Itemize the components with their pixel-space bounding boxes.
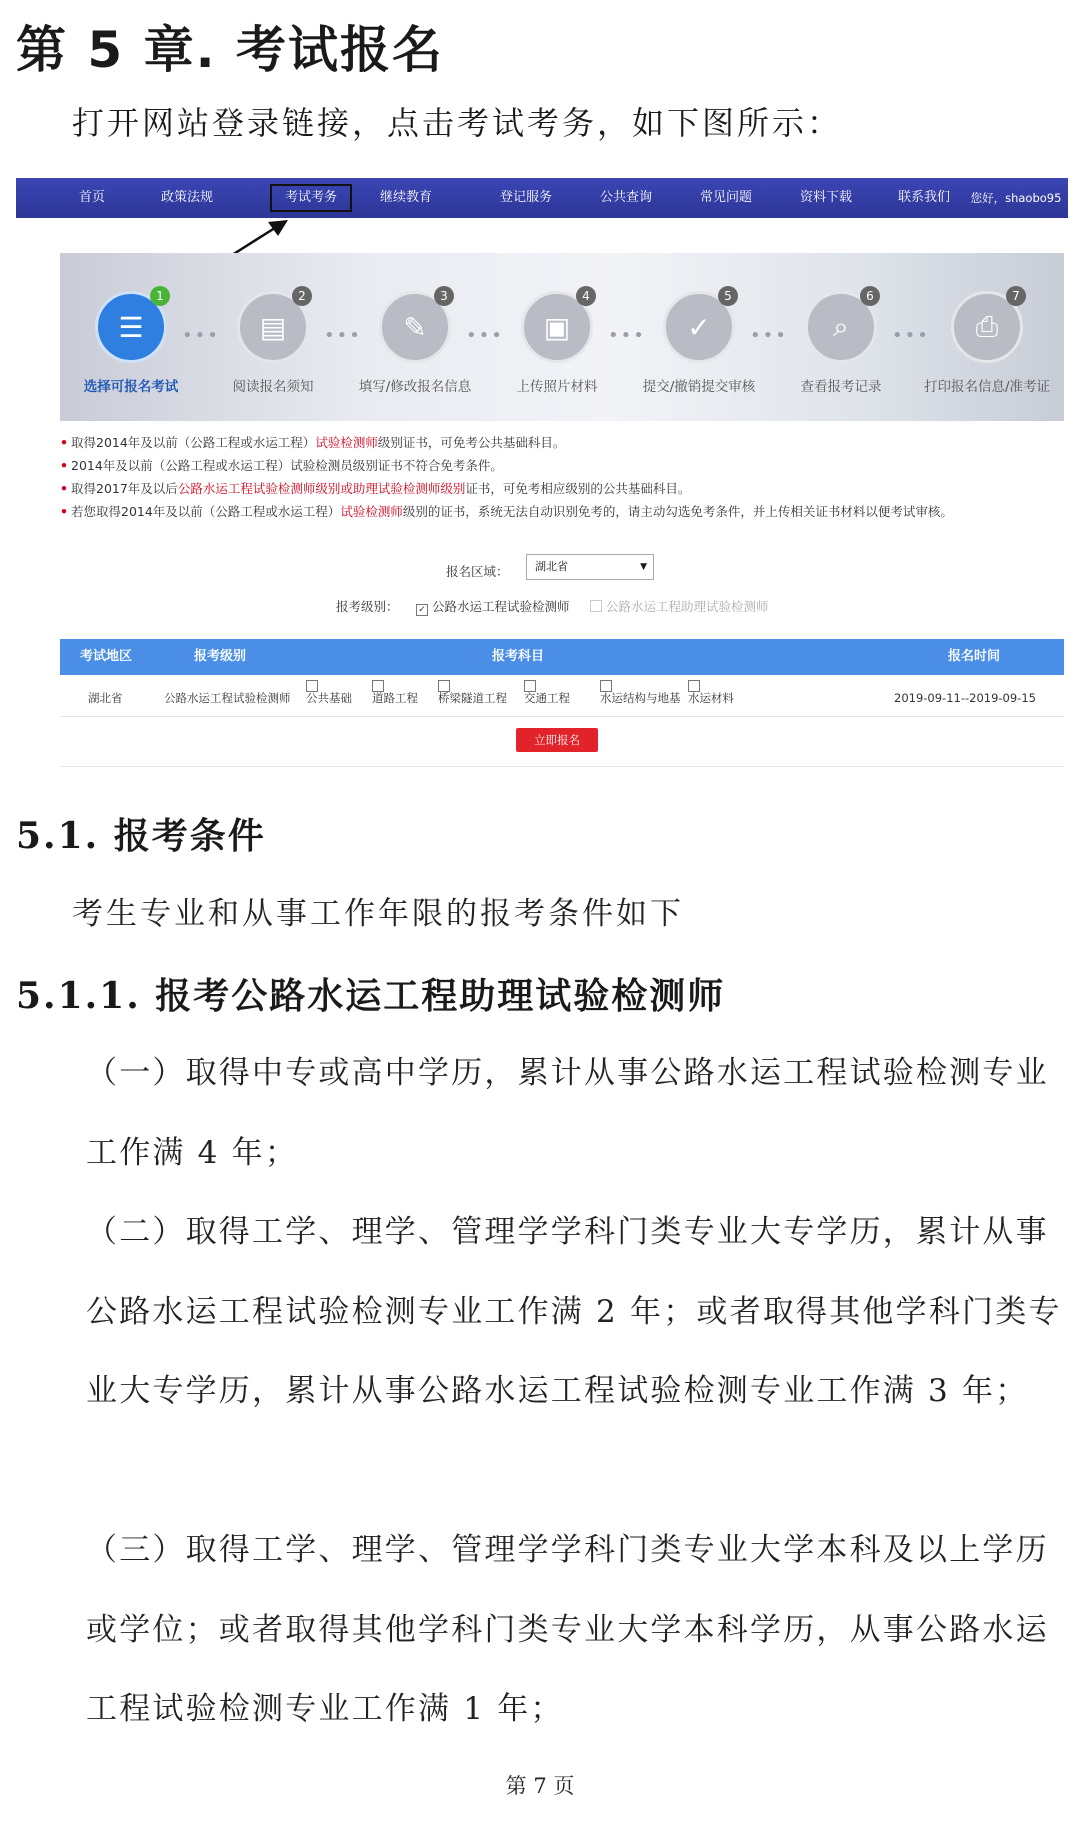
col-subjects: 报考科目 (492, 649, 545, 664)
nav-user-greeting[interactable]: 您好，shaobo95 (970, 191, 1062, 205)
col-region: 考试地区 (80, 649, 133, 664)
step-label: 上传照片材料 (516, 379, 598, 395)
row-region: 湖北省 (88, 691, 123, 705)
nav-continuing-edu[interactable]: 继续教育 (379, 190, 432, 205)
clipboard-check-icon: ✓ 5 (663, 291, 735, 363)
table-row: 湖北省 公路水运工程试验检测师 公共基础 道路工程 桥梁隧道工程 交通工程 水运结构与地基 水运材料 2019-09-11--2019-09-15 (60, 680, 1064, 717)
step-connector: ••• (182, 325, 220, 346)
registration-steps-banner (60, 253, 1064, 421)
nav-downloads[interactable]: 资料下载 (799, 190, 852, 205)
nav-faq[interactable]: 常见问题 (699, 190, 752, 205)
section-5-1-1-title: 5.1.1. 报考公路水运工程助理试验检测师 (16, 975, 726, 1017)
step-connector: ••• (750, 325, 788, 346)
region-select[interactable]: 湖北省 ▼ (526, 554, 654, 580)
step-label: 填写/修改报名信息 (358, 379, 472, 395)
chevron-down-icon: ▼ (640, 562, 647, 572)
step-label: 查看报考记录 (800, 379, 882, 395)
divider (60, 766, 1064, 767)
notice-1: • 取得2014年及以前（公路工程或水运工程）试验检测师级别证书，可免考公共基础科目。 (60, 435, 566, 450)
step-label: 阅读报名须知 (232, 379, 314, 395)
col-time: 报名时间 (948, 649, 1001, 664)
list-icon: ☰ 1 (95, 291, 167, 363)
section-5-1-text: 考生专业和从事工作年限的报考条件如下 (72, 896, 684, 932)
nav-exam-affairs[interactable]: 考试考务 (284, 190, 337, 205)
row-level: 公路水运工程试验检测师 (164, 691, 291, 705)
level-option-engineer[interactable]: ✓ 公路水运工程试验检测师 (416, 597, 570, 616)
col-level: 报考级别 (194, 649, 247, 664)
image-icon: ▣ 4 (521, 291, 593, 363)
nav-policy[interactable]: 政策法规 (160, 190, 213, 205)
step-connector: ••• (466, 325, 504, 346)
apply-button[interactable]: 立即报名 (516, 728, 598, 752)
condition-1: （一）取得中专或高中学历，累计从事公路水运工程试验检测专业工作满 4 年； (86, 1055, 1049, 1171)
search-icon: ⌕ 6 (805, 291, 877, 363)
table-header (60, 639, 1064, 675)
step-connector: ••• (324, 325, 362, 346)
intro-text: 打开网站登录链接，点击考试考务，如下图所示： (72, 104, 843, 142)
region-label: 报名区域： (446, 564, 509, 579)
step-label: 提交/撤销提交审核 (642, 379, 756, 395)
step-7[interactable] (912, 291, 1062, 395)
step-label: 选择可报名考试 (83, 379, 179, 395)
notice-3: • 取得2017年及以后公路水运工程试验检测师级别或助理试验检测师级别证书，可免考相应级别的公共基础科目。 (60, 481, 691, 496)
step-connector: ••• (892, 325, 930, 346)
notice-2: • 2014年及以前（公路工程或水运工程）试验检测员级别证书不符合免考条件。 (60, 458, 503, 473)
nav-home[interactable]: 首页 (78, 190, 105, 205)
checkbox-checked[interactable]: ✓ (416, 604, 428, 616)
nav-contact[interactable]: 联系我们 (897, 190, 950, 205)
chapter-title: 第 5 章. 考试报名 (16, 21, 445, 79)
edit-icon: ✎ 3 (379, 291, 451, 363)
step-label: 打印报名信息/准考证 (923, 379, 1051, 395)
printer-icon: ⎙ 7 (951, 291, 1023, 363)
checkbox-unchecked[interactable] (590, 600, 602, 612)
step-connector: ••• (608, 325, 646, 346)
page-number: 第 7 页 (505, 1774, 575, 1798)
level-label: 报考级别： (336, 599, 399, 614)
website-screenshot (16, 178, 1068, 768)
notice-4: • 若您取得2014年及以前（公路工程或水运工程）试验检测师级别的证书，系统无法自动识别免考的，请主动勾选免考条件，并上传相关证书材料以便考试审核。 (60, 504, 953, 519)
row-time: 2019-09-11--2019-09-15 (894, 691, 1036, 705)
condition-2: （二）取得工学、理学、管理学学科门类专业大专学历，累计从事公路水运工程试验检测专业工作满 2 年；或者取得其他学科门类专业大专学历，累计从事公路水运工程试验检测专业工作满 3 年； (86, 1214, 1062, 1409)
document-icon: ▤ 2 (237, 291, 309, 363)
nav-registration[interactable]: 登记服务 (499, 190, 552, 205)
section-5-1-title: 5.1. 报考条件 (16, 815, 266, 857)
level-option-assistant[interactable]: 公路水运工程助理试验检测师 (590, 597, 769, 615)
nav-public-query[interactable]: 公共查询 (599, 190, 652, 205)
condition-3: （三）取得工学、理学、管理学学科门类专业大学本科及以上学历或学位；或者取得其他学科门类专业大学本科学历，从事公路水运工程试验检测专业工作满 1 年； (86, 1532, 1049, 1727)
